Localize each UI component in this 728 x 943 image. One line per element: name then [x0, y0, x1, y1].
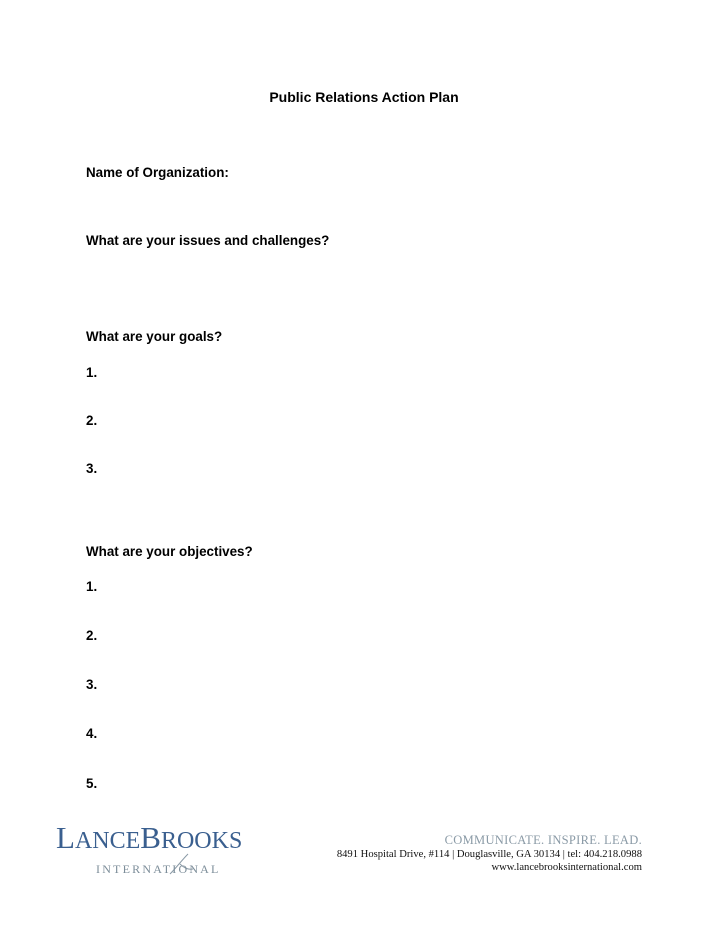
objective-item-3: 3.	[86, 677, 98, 692]
tagline: COMMUNICATE. INSPIRE. LEAD.	[444, 833, 642, 847]
objectives-label: What are your objectives?	[86, 544, 253, 559]
objective-item-2: 2.	[86, 628, 98, 643]
logo-subtitle: INTERNATIONAL	[96, 862, 221, 876]
logo-initial-b: B	[140, 820, 161, 855]
page-title: Public Relations Action Plan	[269, 89, 459, 105]
company-logo	[56, 822, 246, 882]
website-link[interactable]: www.lancebrooksinternational.com	[491, 862, 642, 873]
goals-label: What are your goals?	[86, 329, 223, 344]
logo-initial-l: L	[56, 820, 75, 855]
goal-item-2: 2.	[86, 413, 98, 428]
logo-name-part2: ROOKS	[160, 828, 243, 854]
goal-item-3: 3.	[86, 461, 98, 476]
issues-label: What are your issues and challenges?	[86, 233, 330, 248]
address: 8491 Hospital Drive, #114 | Douglasville, GA 30134 | tel: 404.218.0988	[336, 849, 642, 860]
objective-item-5: 5.	[86, 776, 98, 791]
logo-name-part1: ANCE	[74, 828, 141, 854]
objective-item-4: 4.	[86, 726, 98, 741]
footer-contact	[337, 832, 642, 874]
logo-wordmark	[56, 822, 242, 853]
objective-item-1: 1.	[86, 579, 98, 594]
organization-label: Name of Organization:	[86, 165, 229, 180]
goal-item-1: 1.	[86, 365, 98, 380]
